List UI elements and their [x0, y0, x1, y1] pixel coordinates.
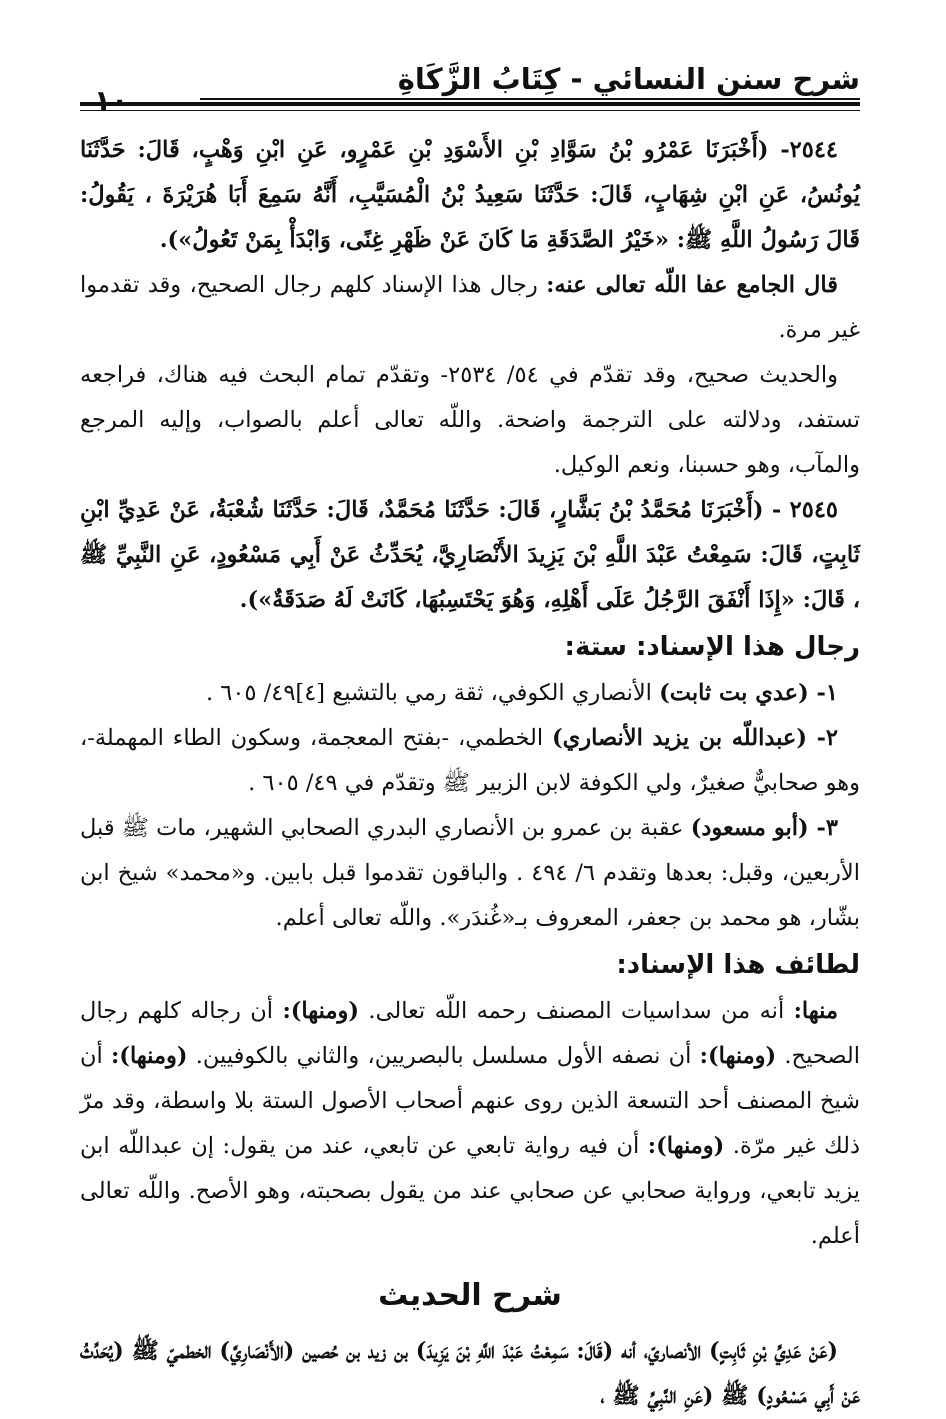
- subtlety-marker: (ومنها):: [111, 1043, 188, 1069]
- page-number: ١٠: [94, 84, 129, 117]
- page-body: [80, 128, 860, 1419]
- subtlety-marker: منها:: [793, 998, 838, 1024]
- subtlety-text: أنه من سداسيات المصنف رحمه اللّه تعالى.: [359, 998, 794, 1024]
- narrator-text: الأنصاري الكوفي، ثقة رمي بالتشيع [٤]٤٩/ ٦٠٥ .: [205, 680, 660, 706]
- subtlety-text: أن فيه رواية تابعي عن تابعي، عند من يقول: إن عبداللّه ابن يزيد تابعي، ورواية صحابي عن صحابي عند من يقول بصحبته، وهو الأصح. واللّه تعالى أعلم.: [80, 1133, 860, 1249]
- commentary-lead: قال الجامع عفا اللّه تعالى عنه:: [546, 272, 838, 298]
- subtlety-marker: (ومنها):: [282, 998, 360, 1024]
- subtlety-marker: (ومنها):: [699, 1043, 777, 1069]
- explanation-text: (عَنْ عَدِيِّ بْنِ ثَابِتٍ) الأنصاريّ، أنه (قَالَ: سَمِعْتُ عَبْدَ اللَّهِ بْنَ يَزِيدَ) بن زيد بن حُصين (الأَنْصَارِيَّ) الخطميّ ﷺ (يُحَدِّثُ عَنْ أَبِي مَسْعُودٍ) ﷺ (عَنِ النَّبِيِّ ﷺ ،: [80, 1338, 860, 1409]
- narrator-name: ٣- (أبو مسعود): [690, 815, 838, 841]
- narrator-text: الخطمي، -بفتح المعجمة، وسكون الطاء المهملة-، وهو صحابيٌّ صغيرٌ، ولي الكوفة لابن الزبير ﷺ وتقدّم في ٤٩/ ٦٠٥ .: [80, 725, 860, 796]
- hadith-2545: ٢٥٤٥ - (أَخْبَرَنَا مُحَمَّدُ بْنُ بَشَّارٍ، قَالَ: حَدَّثَنَا مُحَمَّدٌ، قَالَ: حَدَّثَنَا شُعْبَةُ، عَنْ عَدِيِّ ابْنِ ثَابِتٍ، قَالَ: سَمِعْتُ عَبْدَ اللَّهِ بْنَ يَزِيدَ الأَنْصَارِيَّ، يُحَدِّثُ عَنْ أَبِي مَسْعُودٍ، عَنِ النَّبِيِّ ﷺ ، قَالَ: «إِذَا أَنْفَقَ الرَّجُلُ عَلَى أَهْلِهِ، وَهُوَ يَحْتَسِبُهَا، كَانَتْ لَهُ صَدَقَةٌ»).: [80, 497, 860, 613]
- header-rule-lower: [80, 110, 860, 111]
- narrator-item: [80, 806, 860, 941]
- narrator-item: [80, 671, 860, 716]
- commentary-isnad: [80, 263, 860, 353]
- page-header: [80, 62, 860, 117]
- header-rule-thick: [80, 102, 860, 106]
- narrator-name: ٢- (عبداللّه بن يزيد الأنصاري): [552, 725, 839, 751]
- narrator-text: عقبة بن عمرو بن الأنصاري البدري الصحابي الشهير، مات ﷺ قبل الأربعين، وقبل: بعدها وتقدم ٦/ ٤٩٤ . والباقون تقدموا قبل بابين. و«محمد» شيخ ابن بشّار، هو محمد بن جعفر، المعروف بـ«غُندَر». واللّه تعالى أعلم.: [80, 815, 860, 931]
- running-title: شرح سنن النسائي - كِتَابُ الزَّكَاةِ: [397, 62, 860, 96]
- subtlety-marker: (ومنها):: [647, 1133, 725, 1159]
- commentary-text: رجال هذا الإسناد كلهم رجال الصحيح، وقد تقدموا غير مرة.: [80, 272, 860, 343]
- subtleties-paragraph: [80, 989, 860, 1259]
- hadith-2544: ٢٥٤٤- (أَخْبَرَنَا عَمْرُو بْنُ سَوَّادِ بْنِ الأَسْوَدِ بْنِ عَمْرٍو، عَنِ ابْنِ وَهْبٍ، قَالَ: حَدَّثَنَا يُونُسُ، عَنِ ابْنِ شِهَابٍ، قَالَ: حَدَّثَنَا سَعِيدُ بْنُ الْمُسَيَّبِ، أَنَّهُ سَمِعَ أَبَا هُرَيْرَةَ ، يَقُولُ: قَالَ رَسُولُ اللَّهِ ﷺ: «خَيْرُ الصَّدَقَةِ مَا كَانَ عَنْ ظَهْرِ غِنًى، وَابْدَأْ بِمَنْ تَعُولُ»).: [80, 137, 860, 253]
- narrator-item: [80, 716, 860, 806]
- subtleties-heading: لطائف هذا الإسناد:: [616, 950, 860, 980]
- explanation-heading: شرح الحديث: [378, 1278, 562, 1313]
- subtlety-text: أن شيخ المصنف أحد التسعة الذين روى عنهم أصحاب الأصول الستة بلا واسطة، وقد مرّ ذلك غير مرّة.: [80, 1043, 860, 1159]
- subtlety-text: أن رجاله كلهم رجال الصحيح.: [80, 998, 860, 1069]
- narrator-name: ١- (عدي بت ثابت): [659, 680, 838, 706]
- commentary-hadith-grade: والحديث صحيح، وقد تقدّم في ٥٤/ ٢٥٣٤- وتقدّم تمام البحث فيه هناك، فراجعه تستفد، ودلالته على الترجمة واضحة. واللّه تعالى أعلم بالصواب، وإليه المرجع والمآب، وهو حسبنا، ونعم الوكيل.: [80, 362, 860, 478]
- header-rule: [200, 98, 860, 100]
- subtlety-text: أن نصفه الأول مسلسل بالبصريين، والثاني بالكوفيين.: [187, 1043, 700, 1069]
- narrators-heading: رجال هذا الإسناد: ستة:: [564, 632, 860, 662]
